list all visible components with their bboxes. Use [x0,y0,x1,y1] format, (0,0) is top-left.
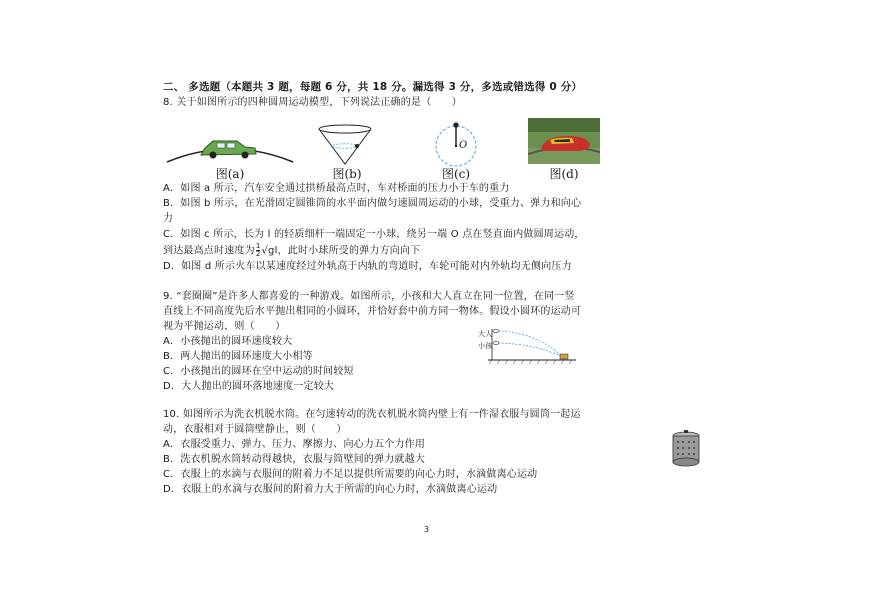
caption-fig-d: 图(d) [549,167,579,181]
q9-option-b: B．两人抛出的圆环速度大小相等 [163,351,313,362]
figure-b-cone [315,124,375,166]
fig-label-adult: 大人 [478,330,493,338]
q10-stem-line1: 10. 如图所示为洗衣机脱水筒。在匀速转动的洗衣机脱水筒内壁上有一件湿衣服与圆筒一起运 [163,409,581,420]
caption-fig-c: 图(c) [441,167,471,181]
fraction-numerator: 1 [255,242,261,250]
figure-a-car-on-bridge [165,128,295,164]
q9-option-a: A．小孩抛出的圆环速度较大 [163,336,293,347]
q9-stem-line2: 直线上不同高度先后水平抛出相同的小圆环，并恰好套中前方同一物体。假设小圆环的运动可 [163,306,582,317]
q8-option-c-line2 [163,243,420,259]
figure-spin-dryer-drum [670,430,702,470]
q8-option-b-line2: 力 [163,213,174,224]
section-title: 二、 多选题（本题共 3 题，每题 6 分，共 18 分。漏选得 3 分，多选或错选得 0 分） [163,81,583,93]
page-number: 3 [424,525,430,534]
q9-option-c: C．小孩抛出的圆环在空中运动的时间较短 [163,366,354,377]
q8-option-b-line1: B．如图 b 所示，在光滑固定圆锥筒的水平面内做匀速圆周运动的小球，受重力、弹力和向心 [163,198,582,209]
q10-option-b: B．洗衣机脱水筒转动得越快，衣服与筒壁间的弹力就越大 [163,454,426,465]
q8-option-c-prefix: 到达最高点时速度为 [163,245,255,257]
fraction-one-half [256,243,261,258]
q8-option-c-line1: C．如图 c 所示，长为 l 的轻质细杆一端固定一小球，绕另一端 O 点在竖直面内做圆周运动， [163,229,585,240]
fraction-denominator: 2 [255,250,261,258]
caption-fig-a: 图(a) [215,167,245,181]
q10-option-c: C．衣服上的水滴与衣服间的附着力不足以提供所需要的向心力时，水滴做离心运动 [163,469,538,480]
fig-label-child: 小孩 [478,342,493,350]
q8-option-d: D．如图 d 所示火车以某速度经过外轨高于内轨的弯道时，车轮可能对内外轨均无侧向压力 [163,261,572,272]
fig-c-label-o: O [459,140,468,151]
q10-option-d: D．衣服上的水滴与衣服间的附着力大于所需的向心力时，水滴做离心运动 [163,484,498,495]
figure-ring-toss [478,326,578,366]
figure-d-train-photo [528,118,600,164]
q9-stem-line1: 9. “套圈圈”是许多人都喜爱的一种游戏。如图所示，小孩和大人直立在同一位置，在同一竖 [163,291,575,302]
figure-c-rod-circle [418,120,494,168]
q8-stem: 8. 关于如图所示的四种圆周运动模型，下列说法正确的是（ ） [163,97,462,108]
q9-stem-line3: 视为平抛运动，则（ ） [163,321,286,332]
q10-stem-line2: 动，衣服相对于圆筒壁静止，则（ ） [163,424,347,435]
q10-option-a: A．衣服受重力、弹力、压力、摩擦力、向心力五个力作用 [163,439,426,450]
q8-option-c-suffix: ，此时小球所受的弹力方向向下 [277,245,421,257]
q9-option-d: D．大人抛出的圆环落地速度一定较大 [163,381,335,392]
caption-fig-b: 图(b) [332,167,362,181]
sqrt-gl: √gl [261,245,278,257]
q8-option-a: A．如图 a 所示，汽车安全通过拱桥最高点时，车对桥面的压力小于车的重力 [163,183,510,194]
